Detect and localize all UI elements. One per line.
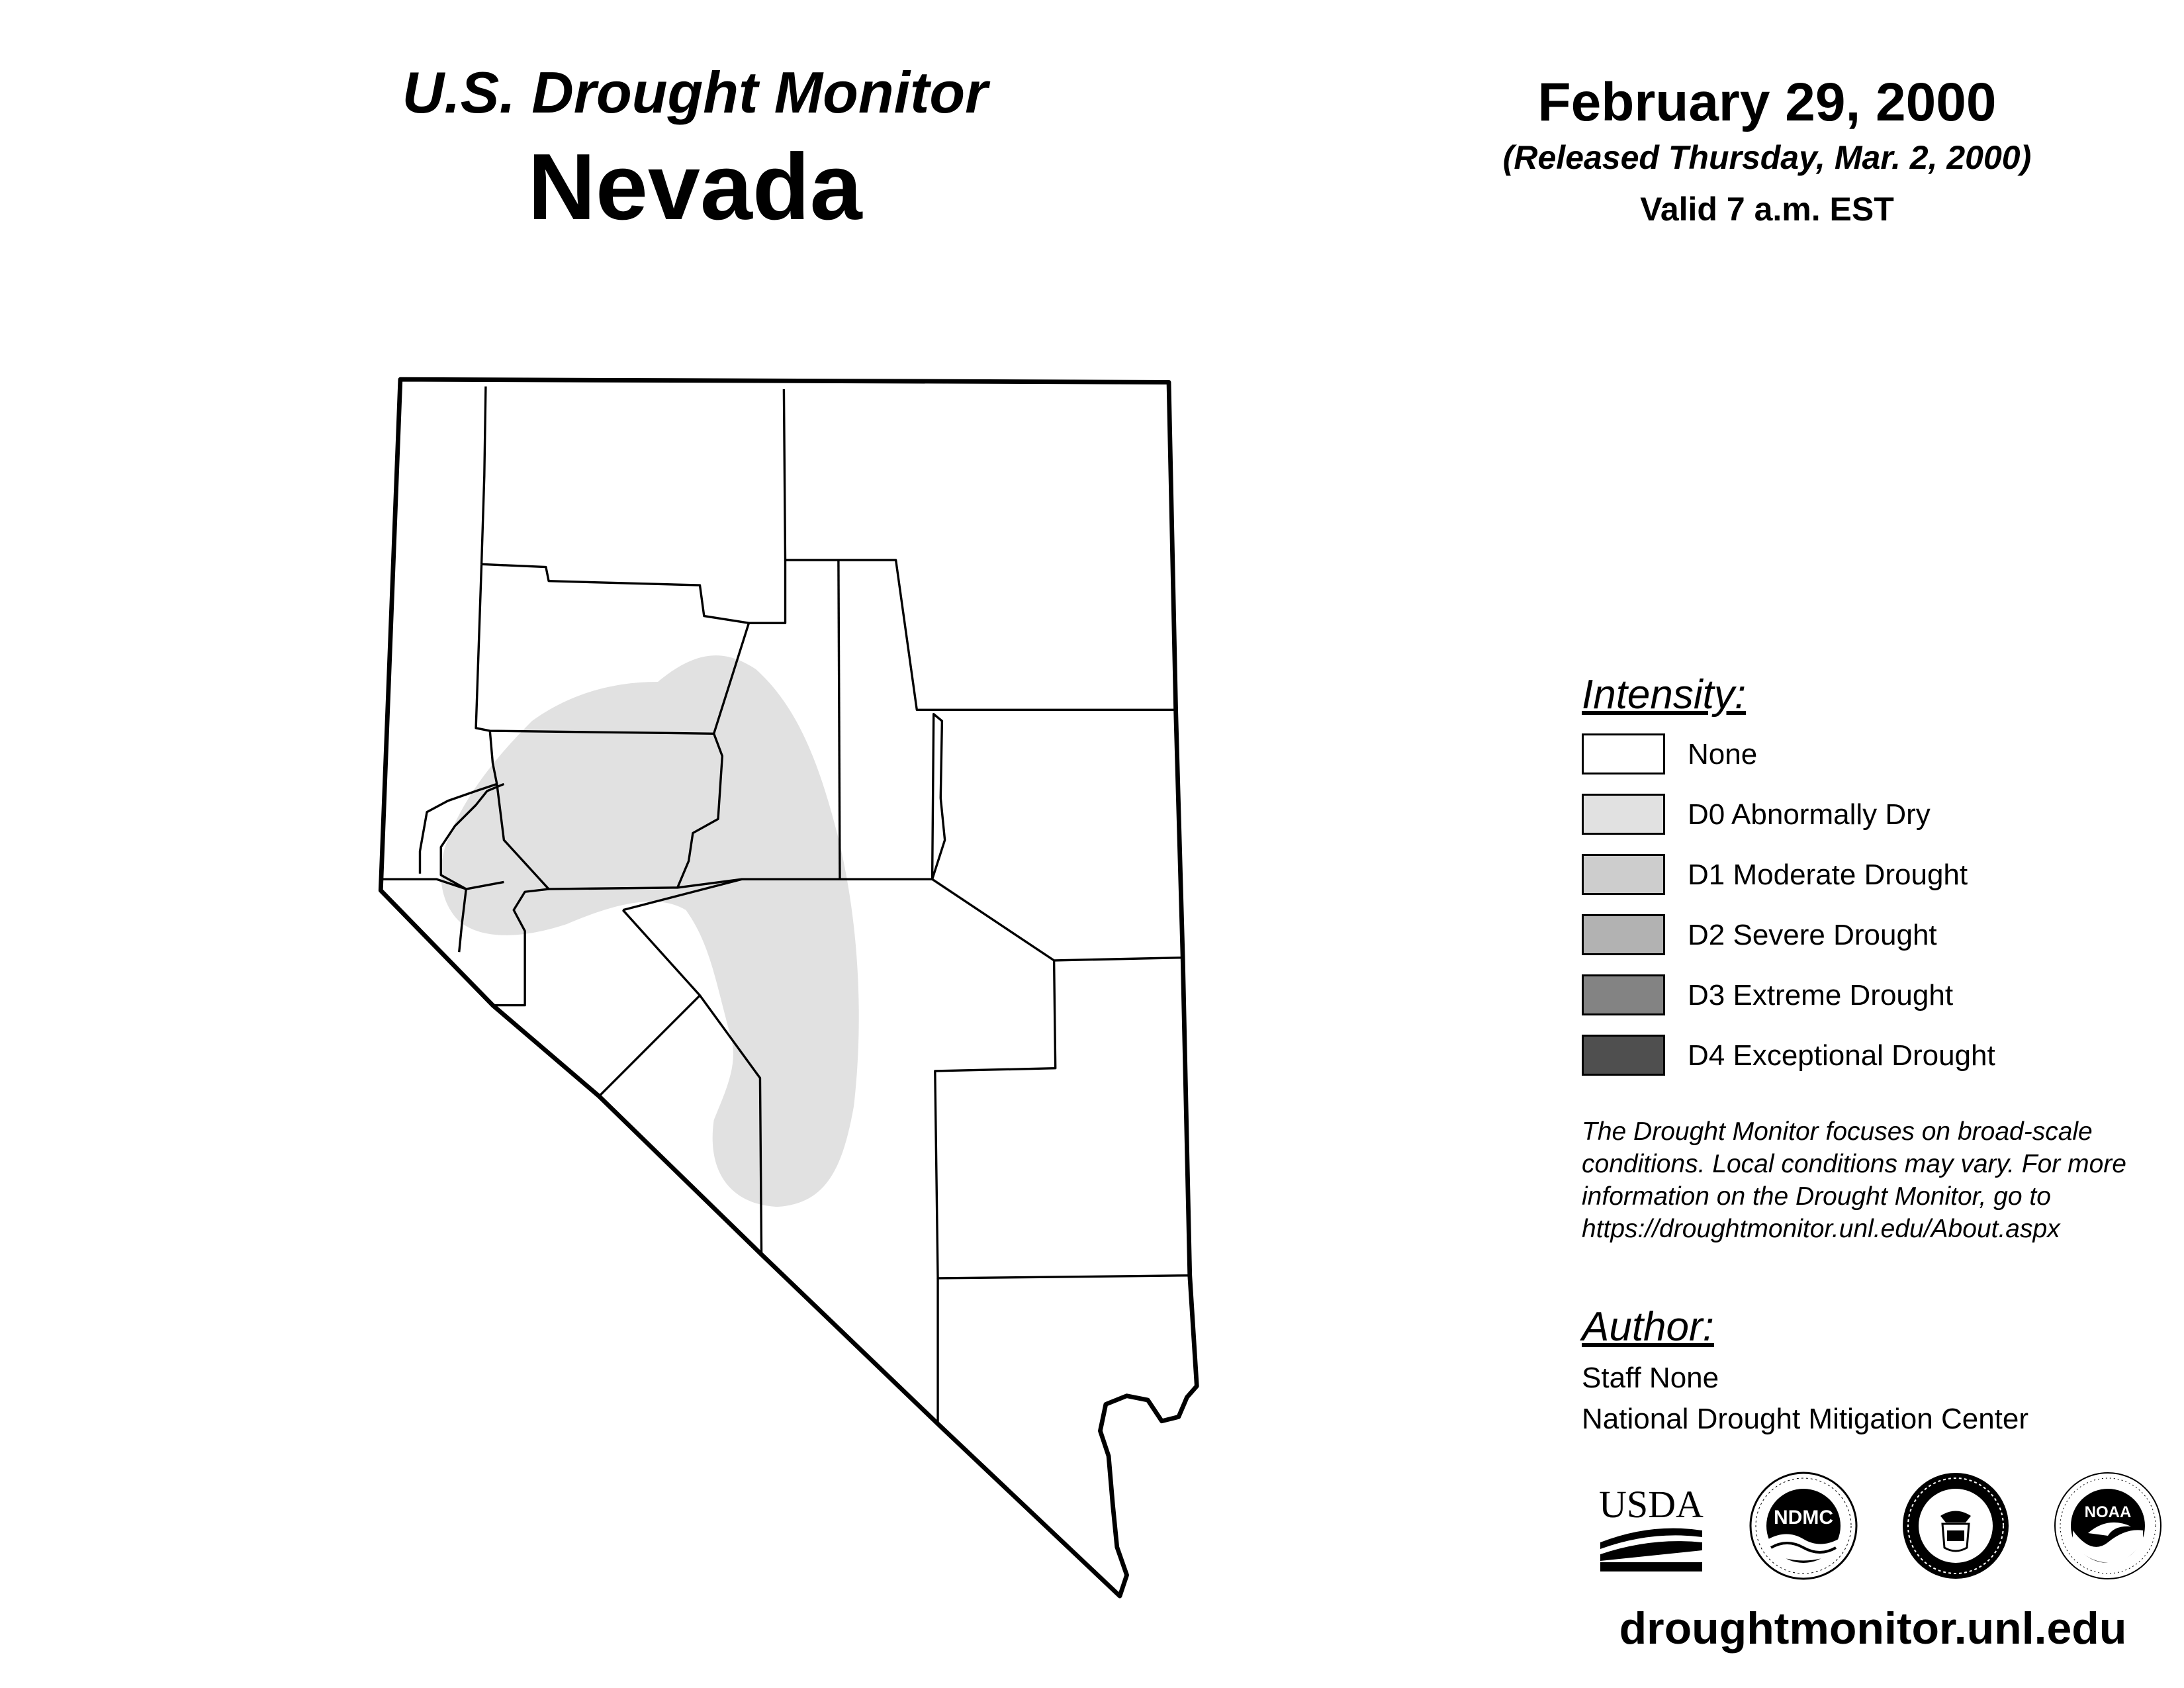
legend-label: D2 Severe Drought — [1688, 919, 1937, 951]
legend-swatch-d4 — [1582, 1035, 1665, 1076]
legend-swatch-d2 — [1582, 914, 1665, 955]
legend-swatch-none — [1582, 733, 1665, 774]
author-heading: Author: — [1582, 1304, 1714, 1350]
legend-item-d4 — [1582, 1035, 2164, 1095]
legend — [1582, 669, 2164, 1095]
valid-time: Valid 7 a.m. EST — [1640, 191, 1894, 228]
legend-label: None — [1688, 738, 1758, 771]
legend-item-d2 — [1582, 914, 2164, 974]
author-name: Staff None — [1582, 1362, 1719, 1394]
legend-swatch-d3 — [1582, 974, 1665, 1015]
author-org: National Drought Mitigation Center — [1582, 1403, 2029, 1435]
usda-logo — [1595, 1476, 1707, 1575]
legend-swatch-d1 — [1582, 854, 1665, 895]
commerce-seal — [1899, 1470, 2012, 1582]
author-block — [1582, 1301, 2164, 1440]
about-link[interactable]: https://droughtmonitor.unl.edu/About.aspx — [1582, 1215, 2060, 1243]
legend-label: D3 Extreme Drought — [1688, 979, 1954, 1011]
release-date: (Released Thursday, Mar. 2, 2000) — [1502, 139, 2032, 176]
legend-label: D1 Moderate Drought — [1688, 859, 1968, 891]
legend-item-d0 — [1582, 794, 2164, 854]
legend-item-d3 — [1582, 974, 2164, 1035]
map-date: February 29, 2000 — [1537, 72, 1997, 132]
legend-heading: Intensity: — [1582, 672, 1747, 718]
d0-drought-area — [441, 655, 858, 1207]
state-name: Nevada — [527, 134, 862, 240]
disclaimer-line: information on the Drought Monitor, go to — [1582, 1182, 2051, 1211]
page-title: U.S. Drought Monitor — [402, 60, 988, 125]
logo-row — [1582, 1476, 2164, 1589]
ndmc-logo — [1747, 1470, 1860, 1582]
ndmc-logo-text: NDMC — [1774, 1507, 1833, 1528]
legend-label: D4 Exceptional Drought — [1688, 1039, 1995, 1072]
legend-items — [1582, 733, 2164, 1095]
usda-logo-text: USDA — [1599, 1483, 1704, 1526]
legend-swatch-d0 — [1582, 794, 1665, 835]
disclaimer-line: The Drought Monitor focuses on broad-scale — [1582, 1117, 2093, 1146]
noaa-logo — [2052, 1470, 2164, 1582]
legend-label: D0 Abnormally Dry — [1688, 798, 1931, 831]
legend-item-none — [1582, 733, 2164, 794]
disclaimer — [1582, 1115, 2177, 1245]
legend-item-d1 — [1582, 854, 2164, 914]
site-url[interactable]: droughtmonitor.unl.edu — [1619, 1603, 2127, 1654]
disclaimer-line: conditions. Local conditions may vary. For more — [1582, 1150, 2126, 1178]
noaa-logo-text: NOAA — [2084, 1503, 2132, 1521]
